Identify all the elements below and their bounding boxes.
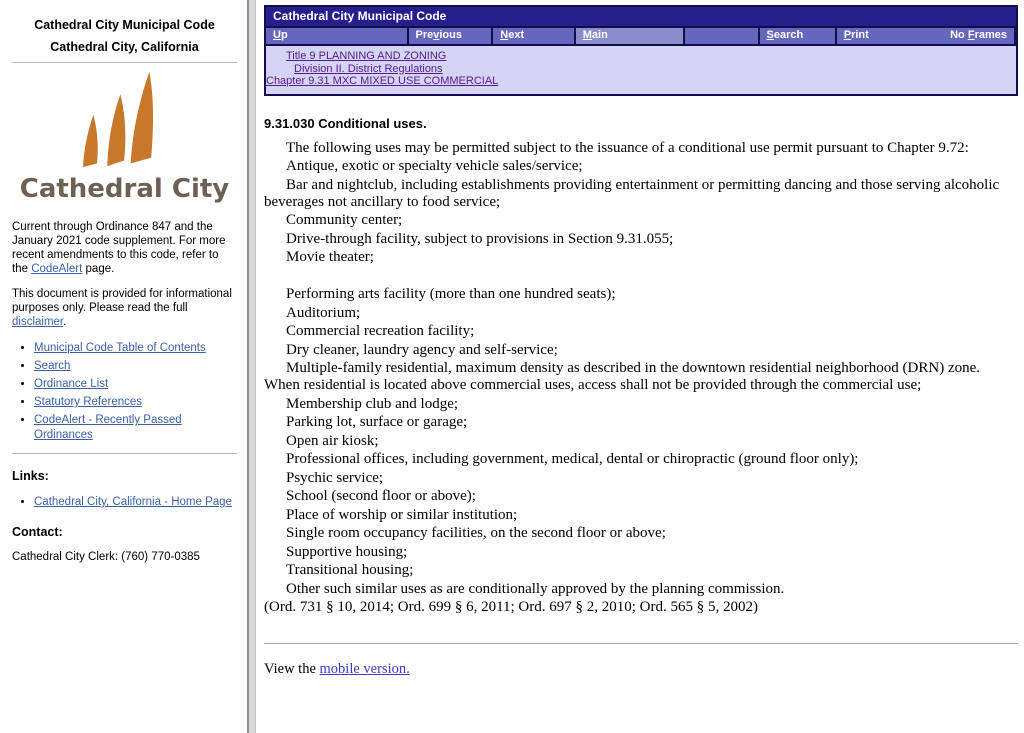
conditional-use-paragraph: Drive-through facility, subject to provisions in Section 9.31.055;: [286, 230, 674, 247]
footer-mobile-line: [264, 661, 1018, 678]
sidebar-nav-list-item: [34, 413, 239, 443]
nav-main-button[interactable]: [576, 28, 685, 44]
sidebar-nav-list-item: [34, 377, 239, 392]
conditional-use-paragraph: Parking lot, surface or garage;: [286, 414, 468, 430]
sidebar-divider-2: [12, 453, 237, 454]
conditional-use-paragraph: Psychic service;: [286, 469, 384, 486]
ordinance-history: (Ord. 731 § 10, 2014; Ord. 699 § 6, 2011; Ord. 697 § 2, 2010; Ord. 565 § 5, 2002): [264, 599, 758, 615]
nav-menu-label-post: rames: [974, 29, 1007, 41]
conditional-use-paragraph: [264, 268, 1018, 285]
nav-menu-hotkey: N: [500, 29, 509, 41]
sidebar-subtitle: Cathedral City, California: [50, 40, 199, 54]
conditional-use-paragraph: Performing arts facility (more than one hundred seats);: [286, 286, 616, 302]
breadcrumb-line: [266, 63, 1016, 76]
conditional-use-paragraph: Supportive housing;: [286, 543, 408, 560]
contact-heading: Contact:: [12, 525, 63, 539]
sidebar-current-through-post: page.: [82, 263, 115, 275]
section-heading: 9.31.030 Conditional uses.: [264, 115, 427, 131]
codealert-link[interactable]: CodeAlert: [31, 263, 83, 275]
contact-phone-text: Cathedral City Clerk: (760) 770-0385: [12, 551, 200, 563]
disclaimer-link[interactable]: disclaimer: [12, 316, 64, 328]
home-page-link[interactable]: Cathedral City, California - Home Page: [34, 496, 232, 508]
conditional-use-paragraph: Bar and nightclub, including establishments providing entertainment or permitting dancing and those serving alcoholic beverages not ancillary to food service;: [264, 176, 1000, 210]
conditional-use-paragraph: Movie theater;: [286, 249, 374, 265]
cathedral-city-logo-icon: [69, 69, 181, 169]
nav-menu-label-pre: Pre: [415, 29, 434, 41]
footer-divider: [264, 643, 1018, 644]
sidebar-divider: [12, 62, 237, 63]
breadcrumb-line: [266, 75, 1016, 88]
nav-menu-label-post: p: [280, 29, 288, 41]
sidebar-nav-link[interactable]: CodeAlert - Recently Passed Ordinances: [34, 414, 182, 441]
sidebar-nav-list-item: [34, 359, 239, 374]
nav-menu-label-post: ext: [508, 29, 525, 41]
nav-menu-hotkey: P: [843, 29, 852, 41]
section-intro-paragraph: The following uses may be permitted subject to the issuance of a conditional use permit pursuant to Chapter 9.72:: [286, 139, 969, 156]
footer-mobile-pre: View the: [264, 661, 320, 677]
sidebar-disclaimer-pre: This document is provided for informational purposes only. Please read the full: [12, 288, 232, 314]
sidebar-current-through-text: [12, 220, 237, 276]
conditional-use-paragraph: Auditorium;: [286, 304, 361, 321]
sidebar-nav-list-item: [34, 395, 239, 410]
sidebar-disclaimer-post: .: [63, 316, 67, 328]
mobile-version-link[interactable]: mobile version.: [319, 661, 410, 677]
sidebar-links-list: [10, 495, 239, 510]
nav-up-button[interactable]: [266, 28, 409, 44]
nav-menu-label-post: rint: [851, 29, 869, 41]
conditional-use-paragraph: Commercial recreation facility;: [286, 323, 475, 339]
sidebar-nav-link[interactable]: Statutory References: [34, 396, 143, 408]
conditional-use-paragraph: Professional offices, including government, medical, dental or chiropractic (ground floor only);: [286, 451, 859, 467]
breadcrumb: [266, 44, 1016, 94]
sidebar-links-list-item: [34, 495, 239, 510]
nav-menu-hotkey: F: [967, 29, 975, 41]
conditional-uses-list: [264, 158, 1018, 598]
nav-menu-hotkey: v: [433, 29, 440, 41]
conditional-use-paragraph: Membership club and lodge;: [286, 395, 459, 412]
breadcrumb-line: [266, 50, 1016, 63]
frameset-divider[interactable]: [247, 0, 256, 733]
main-frame: [256, 0, 1024, 733]
sidebar-disclaimer-text: [12, 287, 237, 329]
sidebar-nav-link[interactable]: Ordinance List: [34, 378, 109, 390]
nav-next-button[interactable]: [493, 28, 576, 44]
conditional-use-paragraph: Dry cleaner, laundry agency and self-service;: [286, 341, 558, 358]
conditional-use-paragraph: Place of worship or similar institution;: [286, 506, 518, 523]
sidebar-nav-link[interactable]: Search: [34, 360, 71, 372]
sidebar-title: Cathedral City Municipal Code: [34, 18, 215, 32]
breadcrumb-link[interactable]: Title 9 PLANNING AND ZONING: [286, 50, 447, 62]
conditional-use-paragraph: Open air kiosk;: [286, 432, 379, 449]
breadcrumb-link[interactable]: Division II. District Regulations: [294, 62, 443, 75]
conditional-use-paragraph: Community center;: [286, 212, 403, 228]
nav-toolbar: [264, 5, 1018, 96]
conditional-use-paragraph: Multiple-family residential, maximum density as described in the downtown residential neighborhood (DRN) zone. When residential is located above commercial uses, access shall not be provided through the commercial use;: [264, 360, 981, 393]
links-heading: Links:: [12, 469, 49, 483]
nav-menu-label-post: earch: [773, 29, 804, 41]
sidebar-nav-link[interactable]: Municipal Code Table of Contents: [34, 342, 206, 354]
sidebar-nav-list: [10, 341, 239, 443]
cathedral-city-wordmark: Cathedral City: [19, 174, 230, 204]
nav-noframes-button[interactable]: [943, 28, 1016, 44]
nav-print-button[interactable]: [837, 28, 943, 44]
conditional-use-paragraph: Other such similar uses as are conditionally approved by the planning commission.: [286, 580, 785, 597]
code-section-content: [264, 116, 1018, 617]
conditional-use-paragraph: School (second floor or above);: [286, 488, 476, 504]
sidebar: [0, 0, 247, 733]
nav-search-button[interactable]: [760, 28, 837, 44]
sidebar-nav-list-item: [34, 341, 239, 356]
nav-menu-row: [266, 26, 1016, 44]
nav-menu-label-post: ious: [439, 29, 462, 41]
nav-menu-label-pre: No: [950, 29, 968, 41]
nav-menu-hotkey: S: [766, 29, 774, 41]
nav-menu-label-post: ain: [591, 29, 608, 41]
nav-toolbar-title: Cathedral City Municipal Code: [266, 7, 1016, 26]
conditional-use-paragraph: Single room occupancy facilities, on the second floor or above;: [286, 525, 666, 541]
nav-previous-button[interactable]: [409, 28, 494, 44]
conditional-use-paragraph: Transitional housing;: [286, 562, 414, 578]
sidebar-current-through-pre: Current through Ordinance 847 and the January 2021 code supplement. For more recent amendments to this code, refer to the: [12, 221, 226, 275]
nav-spacer-cell: [685, 28, 760, 44]
nav-menu-hotkey: U: [273, 29, 281, 41]
conditional-use-paragraph: Antique, exotic or specialty vehicle sales/service;: [286, 158, 583, 174]
breadcrumb-link[interactable]: Chapter 9.31 MXC MIXED USE COMMERCIAL: [266, 75, 499, 87]
nav-menu-hotkey: M: [582, 29, 592, 41]
